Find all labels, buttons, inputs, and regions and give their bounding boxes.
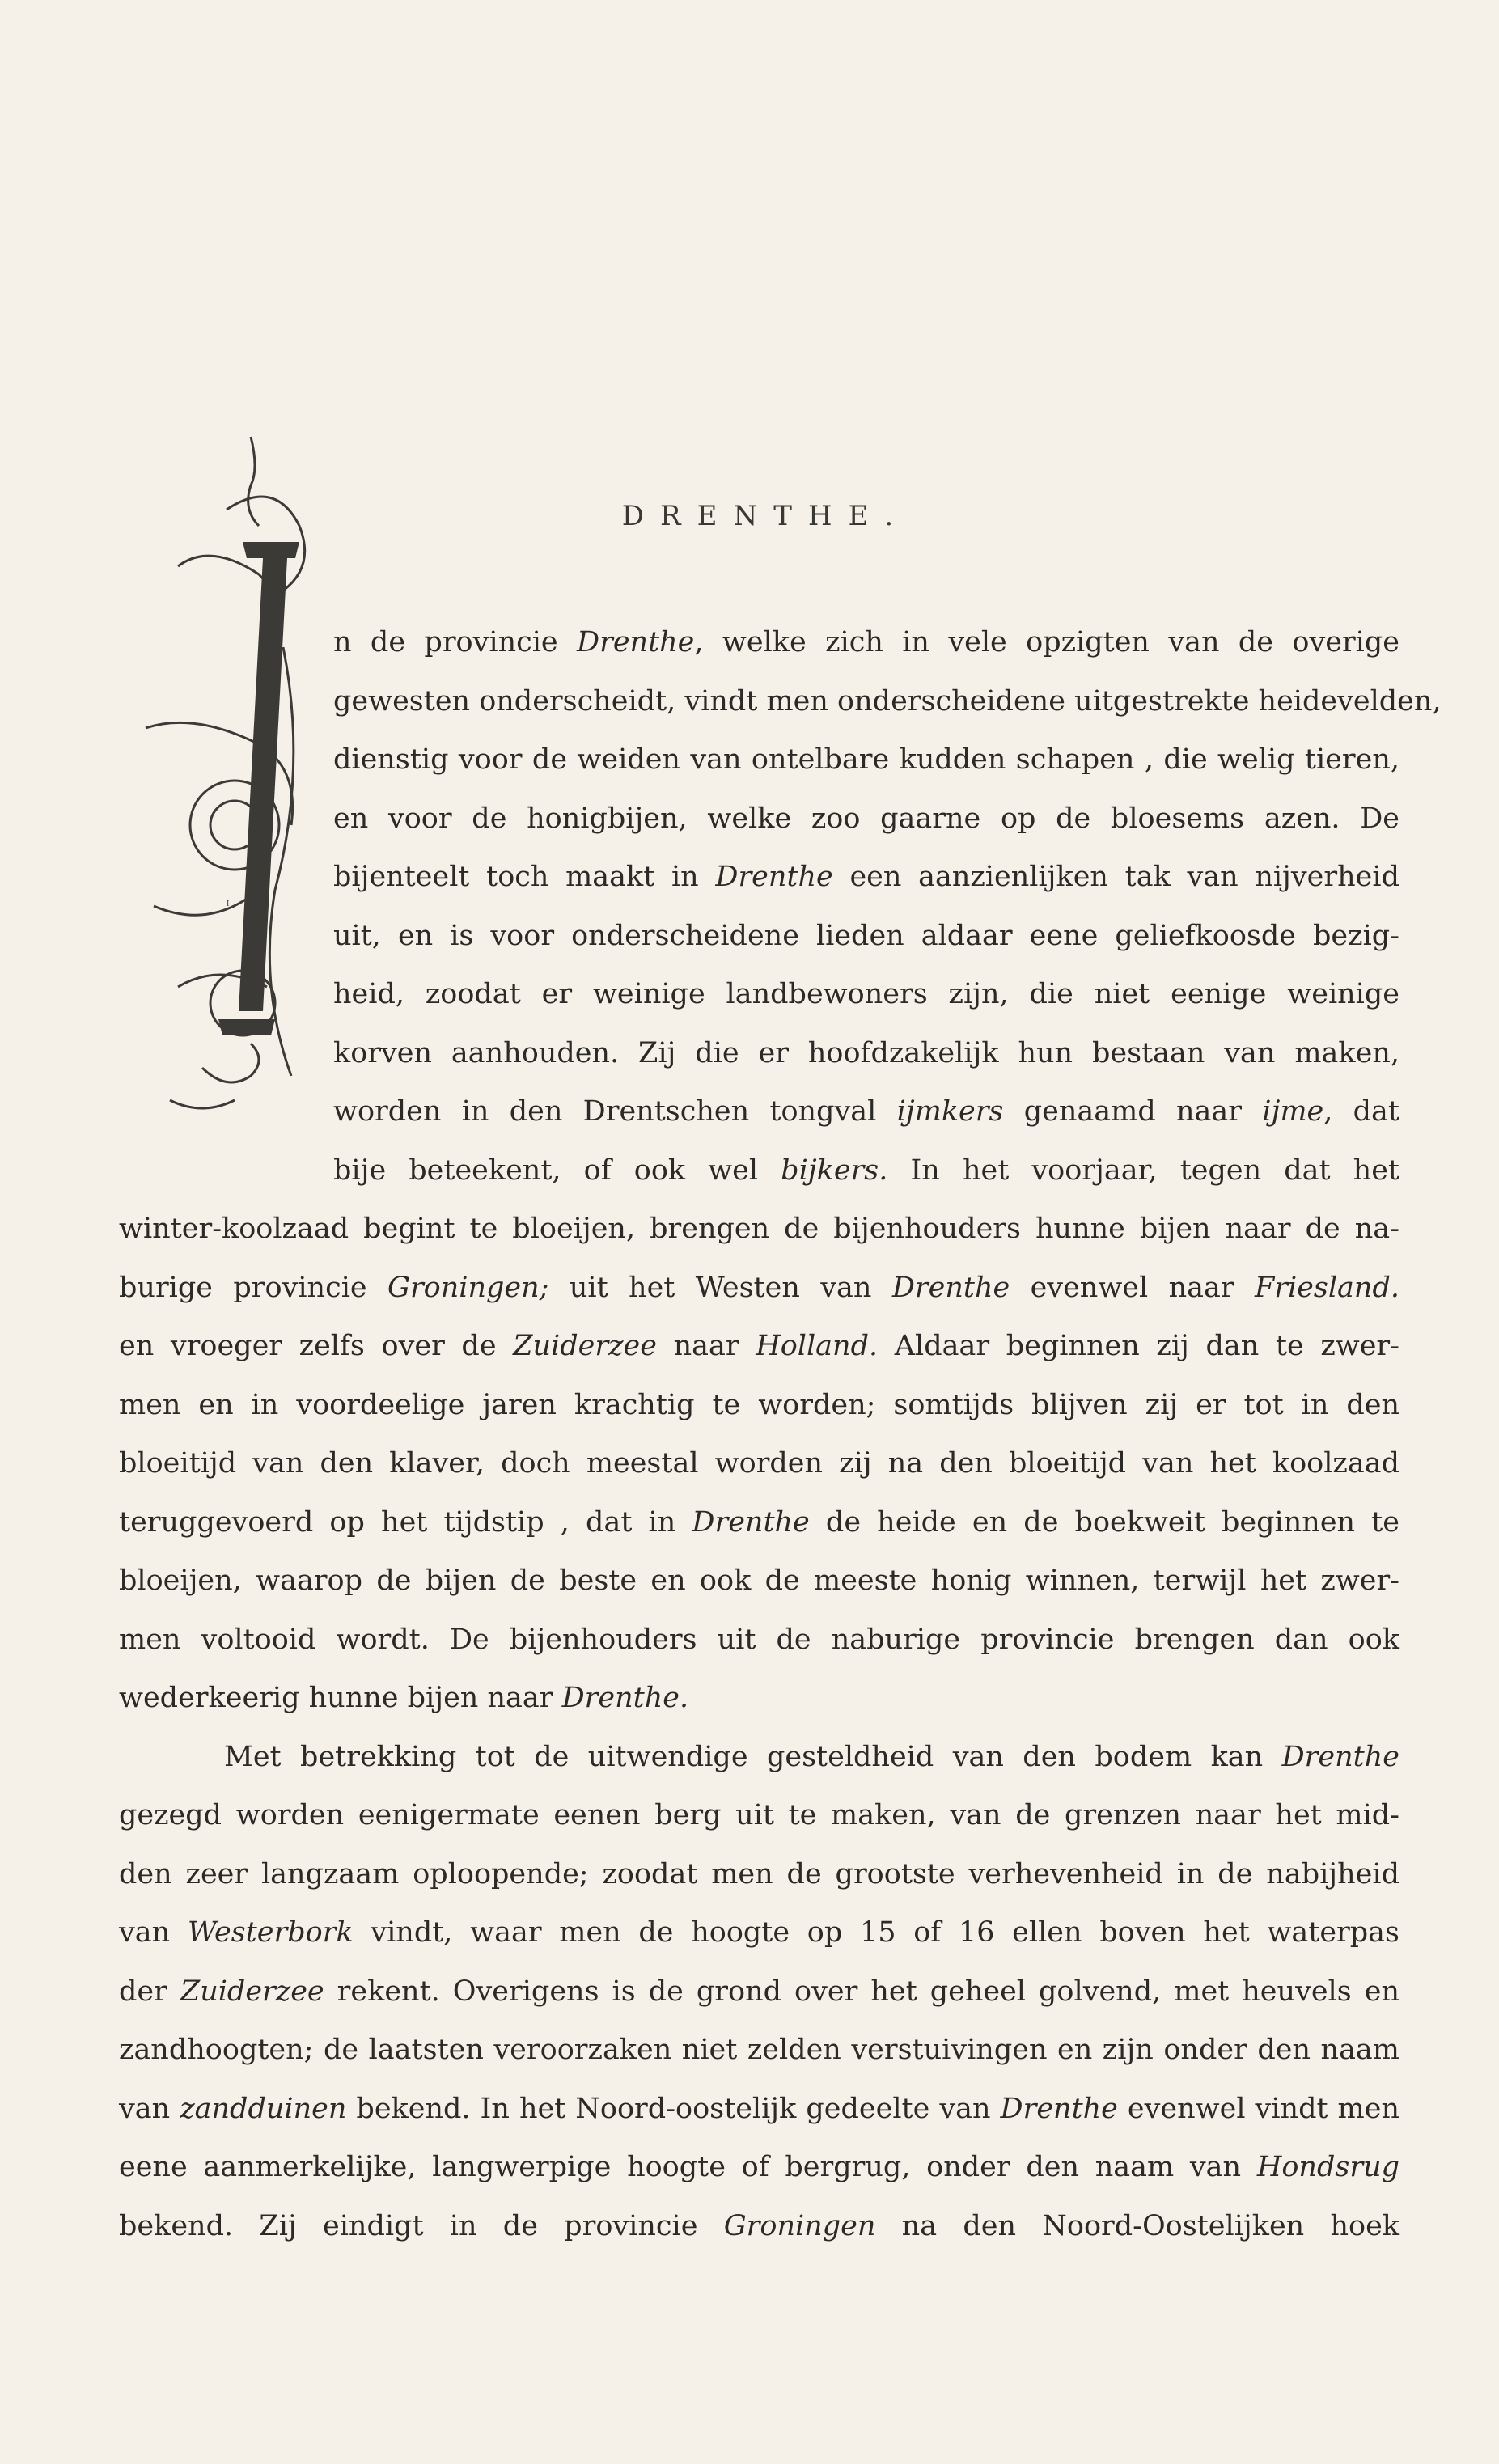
italic-name: Friesland.: [1254, 1271, 1399, 1304]
italic-name: Zuiderzee: [513, 1330, 657, 1362]
text-run: een aanzienlijken tak van nijverheid: [832, 861, 1399, 893]
text-run: men voltooid wordt. De bijenhouders uit de naburige provincie brengen dan ook: [119, 1623, 1399, 1656]
text-run: In het voorjaar, tegen dat het: [887, 1154, 1399, 1187]
text-run: bekend. Zij eindigt in de provincie: [119, 2209, 724, 2242]
text-line: [119, 1845, 1399, 1904]
italic-name: ijme: [1262, 1095, 1324, 1128]
text-run: Aldaar beginnen zij dan te zwer-: [878, 1330, 1399, 1362]
text-run: worden in den Drentschen tongval: [333, 1095, 897, 1128]
text-line: [119, 790, 1399, 849]
text-line: [119, 1259, 1399, 1318]
text-run: zandhoogten; de laatsten veroorzaken niet zelden verstuivingen en zijn onder den naam: [119, 2034, 1399, 2066]
text-line: [119, 2197, 1399, 2256]
text-line: [119, 2138, 1399, 2197]
text-line: [119, 730, 1399, 790]
chapter-title: DRENTHE.: [621, 500, 910, 532]
text-run: den zeer langzaam oploopende; zoodat men de grootste verhevenheid in de nabijheid: [119, 1857, 1399, 1890]
text-run: n de provincie: [333, 626, 578, 658]
text-run: burige provincie: [119, 1271, 387, 1304]
text-run: , welke zich in vele opzigten van de overige: [694, 626, 1399, 658]
italic-name: Groningen: [723, 2209, 876, 2242]
text-run: rekent. Overigens is de grond over het geheel golvend, met heuvels en: [324, 1975, 1399, 2008]
text-run: gewesten onderscheidt, vindt men onderscheidene uitgestrekte heidevelden,: [333, 684, 1442, 718]
text-run: vindt, waar men de hoogte op 15 of 16 ellen boven het waterpas: [353, 1916, 1400, 1949]
text-line: [119, 1903, 1399, 1962]
text-run: wederkeerig hunne bijen naar: [119, 1682, 562, 1714]
italic-name: Groningen;: [387, 1271, 549, 1304]
text-line: [119, 1786, 1399, 1845]
text-run: dienstig voor de weiden van ontelbare kudden schapen , die welig tieren,: [333, 743, 1399, 776]
italic-name: Zuiderzee: [180, 1975, 324, 2008]
text-run: bloeijen, waarop de bijen de beste en ook de meeste honig winnen, terwijl het zwer-: [119, 1564, 1399, 1597]
text-line: [119, 1962, 1399, 2022]
text-run: uit, en is voor onderscheidene lieden aldaar eene geliefkoosde bezig-: [333, 919, 1399, 952]
italic-name: Drenthe: [1000, 2092, 1118, 2125]
text-run: der: [119, 1975, 180, 2008]
italic-name: Drenthe.: [561, 1682, 689, 1714]
text-run: heid, zoodat er weinige landbewoners zijn, die niet eenige weinige: [333, 978, 1399, 1010]
text-run: evenwel vindt men: [1117, 2092, 1399, 2125]
text-run: van: [119, 2092, 180, 2125]
italic-name: Hondsrug: [1256, 2151, 1399, 2183]
text-line: [119, 672, 1442, 731]
text-run: gezegd worden eenigermate eenen berg uit te maken, van de grenzen naar het mid-: [119, 1799, 1399, 1831]
text-run: Met betrekking tot de uitwendige gesteldheid van den bodem kan: [224, 1740, 1282, 1773]
text-line: [119, 1317, 1399, 1376]
text-line: [119, 1728, 1399, 1787]
text-run: na den Noord-Oostelijken hoek: [875, 2209, 1400, 2242]
text-line: [119, 2021, 1399, 2080]
italic-name: Drenthe: [715, 861, 833, 893]
text-run: eene aanmerkelijke, langwerpige hoogte of bergrug, onder den naam van: [119, 2151, 1257, 2183]
text-line: [119, 1141, 1399, 1200]
italic-name: zandduinen: [180, 2092, 347, 2125]
text-line: [119, 1611, 1399, 1670]
text-run: uit het Westen van: [548, 1271, 892, 1304]
text-line: [119, 848, 1399, 907]
text-line: [119, 1552, 1399, 1611]
text-line: [119, 907, 1399, 966]
body-text: [119, 613, 1442, 2255]
text-run: bije beteekent, of ook wel: [333, 1154, 781, 1187]
text-run: bekend. In het Noord-oostelijk gedeelte van: [346, 2092, 1001, 2125]
italic-name: Westerbork: [187, 1916, 354, 1949]
text-run: genaamd naar: [1003, 1095, 1263, 1128]
text-line: [119, 965, 1399, 1024]
text-line: [119, 613, 1399, 672]
initial-letter-glyph: I: [227, 900, 230, 908]
text-run: en vroeger zelfs over de: [119, 1330, 514, 1362]
italic-name: Holland.: [756, 1330, 879, 1362]
text-run: winter-koolzaad begint te bloeijen, brengen de bijenhouders hunne bijen naar de na-: [119, 1213, 1399, 1245]
text-run: korven aanhouden. Zij die er hoofdzakelijk hun bestaan van maken,: [333, 1036, 1399, 1069]
italic-name: Drenthe: [692, 1505, 810, 1539]
text-run: men en in voordeelige jaren krachtig te worden; somtijds blijven zij er tot in den: [119, 1388, 1399, 1421]
text-run: evenwel naar: [1010, 1271, 1255, 1304]
text-run: , dat: [1323, 1095, 1399, 1128]
text-line: [119, 1082, 1399, 1141]
italic-name: bijkers.: [781, 1154, 888, 1187]
text-run: bloeitijd van den klaver, doch meestal worden zij na den bloeitijd van het koolzaad: [119, 1447, 1399, 1480]
italic-name: Drenthe: [577, 626, 695, 658]
italic-name: ijmkers: [896, 1095, 1004, 1128]
text-line: [119, 1669, 1399, 1728]
text-line: [119, 1376, 1399, 1435]
text-run: de heide en de boekweit beginnen te: [809, 1505, 1399, 1539]
text-run: en voor de honigbijen, welke zoo gaarne op de bloesems azen. De: [333, 802, 1399, 835]
text-line: [119, 1493, 1399, 1552]
text-run: naar: [656, 1330, 756, 1362]
text-line: [119, 1024, 1399, 1083]
text-line: [119, 2080, 1399, 2139]
italic-name: Drenthe: [891, 1271, 1010, 1304]
text-run: teruggevoerd op het tijdstip , dat in: [119, 1505, 692, 1539]
text-run: van: [119, 1916, 188, 1949]
text-line: [119, 1434, 1399, 1493]
italic-name: Drenthe: [1281, 1740, 1399, 1773]
text-line: [119, 1200, 1399, 1259]
text-run: bijenteelt toch maakt in: [333, 861, 716, 893]
